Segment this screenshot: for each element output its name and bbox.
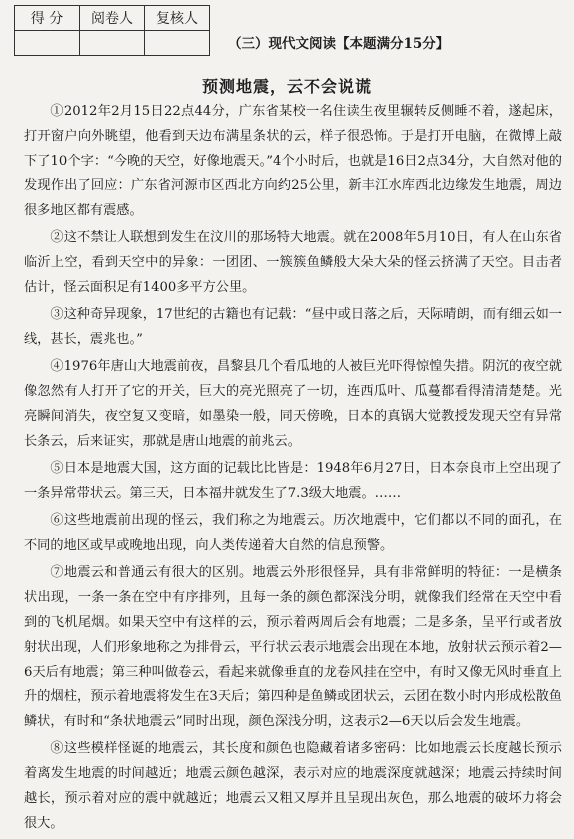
score-cell [15,31,80,56]
grader-cell [80,31,145,56]
score-table-blank-row [15,31,210,56]
paragraph-3: ③这种奇异现象，17世纪的古籍也有记载：“昼中或日落之后，天际晴朗，而有细云如一线，甚长，震兆也。” [24,307,562,348]
reviewer-cell [145,31,210,56]
reviewer-header: 复核人 [145,6,210,31]
paragraph-5: ⑤日本是地震大国，这方面的记载比比皆是：1948年6月27日，日本奈良市上空出现了一条异常带状云。第三天，日本福井就发生了7.3级大地震。…… [24,461,562,501]
section-title: （三）现代文阅读【本题满分15分】 [228,36,450,52]
article-body [24,100,562,839]
paragraph-8: ⑧这些模样怪诞的地震云，其长度和颜色也隐藏着诸多密码：比如地震云长度越长预示着离发生地震的时间越近；地震云颜色越深，表示对应的地震深度就越深；地震云持续时间越长，预示着对应的震中就越近；地震云又粗又厚并且呈现出灰色，那么地震的破坏力将会很大。 [24,741,562,831]
paragraph-6: ⑥这些地震前出现的怪云，我们称之为地震云。历次地震中，它们都以不同的面孔，在不同的地区或早或晚地出现，向人类传递着大自然的信息预警。 [24,513,562,554]
article-title: 预测地震，云不会说谎 [201,77,372,96]
grader-header: 阅卷人 [80,6,145,31]
paragraph-4: ④1976年唐山大地震前夜，昌黎县几个看瓜地的人被巨光吓得惊惶失措。阴沉的夜空就像忽然有人打开了它的开关，巨大的亮光照亮了一切，连西瓜叶、瓜蔓都看得清清楚楚。光亮瞬间消失，夜空复又变暗，如墨染一般，同天傍晚，日本的真锅大觉教授发现天空有异常长条云，后来证实，那就是唐山地震的前兆云。 [24,359,562,449]
paragraph-1: ①2012年2月15日22点44分，广东省某校一名住读生夜里辗转反侧睡不着，遂起床，打开窗户向外眺望，他看到天边布满星条状的云，样子很恐怖。于是打开电脑，在微博上敲下了10个字：“今晚的天空，好像地震天。”4个小时后，也就是16日2点34分，大自然对他的发现作出了回应：广东省河源市区西北方向约25公里，新丰江水库西北边缘发生地震，周边很多地区都有震感。 [24,104,562,219]
score-header: 得 分 [15,6,80,31]
paragraph-2: ②这不禁让人联想到发生在汶川的那场特大地震。就在2008年5月10日，有人在山东省临沂上空，看到天空中的异象：一团团、一簇簇鱼鳞般大朵大朵的怪云挤满了天空。目击者估计，怪云面积足有1400多平方公里。 [24,230,562,296]
score-table [14,5,210,56]
paragraph-7: ⑦地震云和普通云有很大的区别。地震云外形很怪异，具有非常鲜明的特征：一是横条状出现，一条一条在空中有序排列，且每一条的颜色都深浅分明，就像我们经常在天空中看到的飞机尾烟。如果天空中有这样的云，预示着两周后会有地震；二是多条，呈平行或者放射状出现，人们形象地称之为排骨云，平行状云表示地震会出现在本地，放射状云预示着2—6天后有地震；第三种叫做卷云，看起来就像垂直的龙卷风挂在空中，有时又像无风时垂直上升的烟柱，预示着地震将发生在3天后；第四种是鱼鳞或团状云，云团在数小时内形成松散鱼鳞状，有时和“条状地震云”同时出现，颜色深浅分明，这表示2—6天以后会发生地震。 [24,565,562,730]
score-table-header-row [15,6,210,31]
